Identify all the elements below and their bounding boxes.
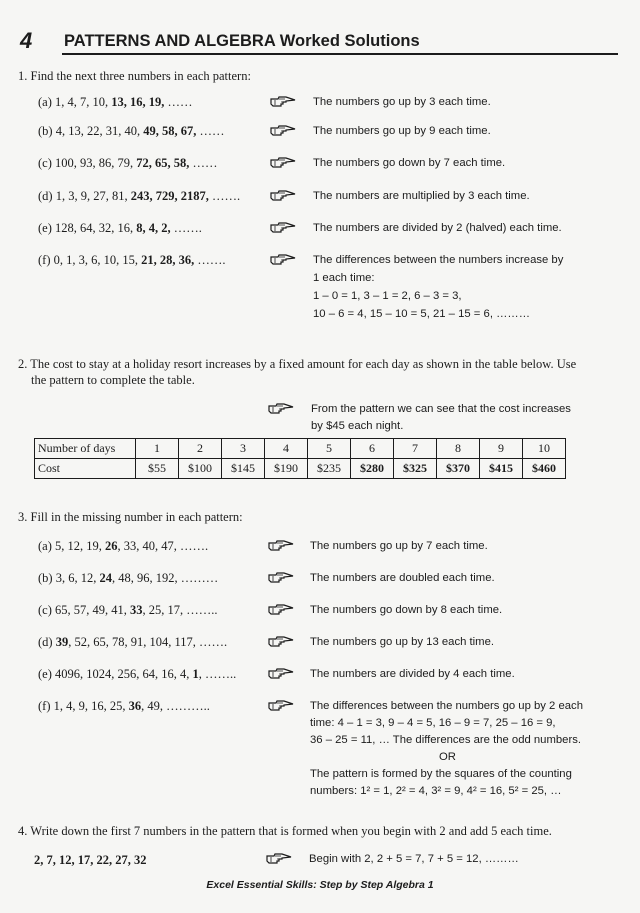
item-label: (d) xyxy=(38,635,53,649)
table-cell: $190 xyxy=(265,459,308,479)
pattern-pre: 65, 57, 49, 41, xyxy=(55,603,130,617)
pointing-hand-icon xyxy=(270,254,296,266)
explanation-line: time: 4 – 1 = 3, 9 – 4 = 5, 16 – 9 = 7, 25 – 16 = 9, xyxy=(310,717,556,729)
or-divider: OR xyxy=(439,751,456,763)
q2-prompt-line-2: the pattern to complete the table. xyxy=(31,373,195,387)
pattern-tail: …… xyxy=(196,124,225,138)
explanation-line: 1 – 0 = 1, 3 – 1 = 2, 6 – 3 = 3, xyxy=(313,290,462,302)
pointing-hand-icon xyxy=(270,125,296,137)
explanation-line: The pattern is formed by the squares of the counting xyxy=(310,768,572,780)
table-cell: 5 xyxy=(308,439,351,459)
pointing-hand-icon xyxy=(268,540,294,552)
pattern-question xyxy=(38,603,218,618)
pattern-question xyxy=(38,221,202,236)
item-label: (a) xyxy=(38,95,52,109)
pattern-given: 128, 64, 32, 16, xyxy=(55,221,137,235)
q2-prompt-line-1: 2. The cost to stay at a holiday resort increases by a fixed amount for each day as shown in the table below. Use xyxy=(18,357,577,371)
pattern-question xyxy=(38,189,240,204)
pattern-given: 0, 1, 3, 6, 10, 15, xyxy=(53,253,142,267)
pattern-question xyxy=(38,539,208,554)
explanation-line: The numbers go up by 3 each time. xyxy=(313,96,491,108)
explanation-line: The numbers go down by 8 each time. xyxy=(310,604,503,616)
q4-answer: 2, 7, 12, 17, 22, 27, 32 xyxy=(34,853,147,867)
pattern-question xyxy=(38,156,218,171)
pattern-given: 1, 4, 7, 10, xyxy=(55,95,112,109)
table-cell-answer: $370 xyxy=(437,459,480,479)
q4-prompt: 4. Write down the first 7 numbers in the pattern that is formed when you begin with 2 and add 5 each time. xyxy=(18,824,552,838)
pattern-post: , 25, 17, …….. xyxy=(142,603,218,617)
pattern-question xyxy=(38,635,227,650)
explanation-line: The differences between the numbers go up by 2 each xyxy=(310,700,583,712)
table-cell: $235 xyxy=(308,459,351,479)
cost-table xyxy=(34,438,566,479)
explanation-line: The numbers are doubled each time. xyxy=(310,572,495,584)
pattern-tail: ……. xyxy=(170,221,202,235)
explanation-line: The numbers are divided by 2 (halved) each time. xyxy=(313,222,562,234)
table-cell: 2 xyxy=(179,439,222,459)
pattern-tail: ……. xyxy=(208,189,241,203)
header-rule xyxy=(62,53,618,55)
explanation-line: numbers: 1² = 1, 2² = 4, 3² = 9, 4² = 16, 5² = 25, … xyxy=(310,785,562,797)
item-label: (b) xyxy=(38,571,53,585)
table-cell: 7 xyxy=(394,439,437,459)
item-label: (c) xyxy=(38,156,52,170)
table-row-days xyxy=(35,439,566,459)
page-title: PATTERNS AND ALGEBRA Worked Solutions xyxy=(64,32,420,50)
pattern-answer: 21, 28, 36, xyxy=(141,253,195,267)
pattern-pre: 1, 4, 9, 16, 25, xyxy=(53,699,129,713)
item-label: (a) xyxy=(38,539,52,553)
table-cell-answer: $460 xyxy=(523,459,566,479)
pointing-hand-icon xyxy=(270,157,296,169)
item-label: (e) xyxy=(38,221,52,235)
pointing-hand-icon xyxy=(268,572,294,584)
item-label: (f) xyxy=(38,253,51,267)
pointing-hand-icon xyxy=(268,604,294,616)
q1-prompt: 1. Find the next three numbers in each pattern: xyxy=(18,69,251,83)
pattern-tail: …… xyxy=(189,156,218,170)
explanation-line: The numbers go up by 7 each time. xyxy=(310,540,488,552)
table-cell: 6 xyxy=(351,439,394,459)
explanation-line: The numbers are multiplied by 3 each time. xyxy=(313,190,530,202)
pattern-question xyxy=(38,699,210,714)
table-cell: 1 xyxy=(136,439,179,459)
pattern-answer: 49, 58, 67, xyxy=(143,124,197,138)
table-cell-answer: $280 xyxy=(351,459,394,479)
pattern-question xyxy=(38,95,193,110)
pointing-hand-icon xyxy=(268,636,294,648)
table-row-label: Number of days xyxy=(35,439,136,459)
pattern-question xyxy=(38,253,226,268)
pattern-given: 1, 3, 9, 27, 81, xyxy=(55,189,131,203)
pattern-answer: 36 xyxy=(128,699,142,713)
pattern-post: , …….. xyxy=(198,667,237,681)
item-label: (f) xyxy=(38,699,51,713)
table-row-label: Cost xyxy=(35,459,136,479)
q2-explanation-line-1: From the pattern we can see that the cost increases xyxy=(311,403,571,415)
item-label: (e) xyxy=(38,667,52,681)
table-cell-answer: $325 xyxy=(394,459,437,479)
pointing-hand-icon xyxy=(268,700,294,712)
table-cell: 8 xyxy=(437,439,480,459)
pattern-post: , 33, 40, 47, ……. xyxy=(117,539,209,553)
pattern-answer: 8, 4, 2, xyxy=(136,221,171,235)
table-cell: 3 xyxy=(222,439,265,459)
pattern-tail: …… xyxy=(164,95,193,109)
pattern-question xyxy=(38,124,224,139)
pointing-hand-icon xyxy=(270,190,296,202)
pattern-tail: ……. xyxy=(194,253,226,267)
q3-prompt: 3. Fill in the missing number in each pattern: xyxy=(18,510,243,524)
q4-explanation: Begin with 2, 2 + 5 = 7, 7 + 5 = 12, ……… xyxy=(309,853,519,865)
table-cell: 10 xyxy=(523,439,566,459)
pointing-hand-icon xyxy=(270,222,296,234)
pattern-answer: 24 xyxy=(99,571,112,585)
explanation-line: The numbers are divided by 4 each time. xyxy=(310,668,515,680)
explanation-line: The numbers go up by 13 each time. xyxy=(310,636,494,648)
q2-explanation-line-2: by $45 each night. xyxy=(311,420,404,432)
explanation-line: The numbers go down by 7 each time. xyxy=(313,157,506,169)
pattern-answer: 1 xyxy=(192,667,199,681)
pattern-answer: 26 xyxy=(105,539,118,553)
explanation-line: The numbers go up by 9 each time. xyxy=(313,125,491,137)
pointing-hand-icon xyxy=(266,853,292,865)
pointing-hand-icon xyxy=(268,403,294,415)
explanation-line: 1 each time: xyxy=(313,272,375,284)
pattern-answer: 72, 65, 58, xyxy=(136,156,190,170)
explanation-line: 10 – 6 = 4, 15 – 10 = 5, 21 – 15 = 6, ……… xyxy=(313,308,530,320)
pointing-hand-icon xyxy=(268,668,294,680)
item-label: (c) xyxy=(38,603,52,617)
pattern-question xyxy=(38,667,236,682)
table-cell: 9 xyxy=(480,439,523,459)
table-cell: 4 xyxy=(265,439,308,459)
table-cell: $145 xyxy=(222,459,265,479)
explanation-line: The differences between the numbers increase by xyxy=(313,254,564,266)
table-row-cost xyxy=(35,459,566,479)
page-footer: Excel Essential Skills: Step by Step Algebra 1 xyxy=(206,879,434,891)
pattern-given: 100, 93, 86, 79, xyxy=(55,156,137,170)
pointing-hand-icon xyxy=(270,96,296,108)
table-cell: $55 xyxy=(136,459,179,479)
pattern-pre: 5, 12, 19, xyxy=(55,539,105,553)
pattern-post: , 52, 65, 78, 91, 104, 117, ……. xyxy=(68,635,228,649)
pattern-answer: 39 xyxy=(55,635,69,649)
pattern-answer: 13, 16, 19, xyxy=(111,95,165,109)
pattern-question xyxy=(38,571,218,586)
explanation-line: 36 – 25 = 11, … The differences are the odd numbers. xyxy=(310,734,581,746)
pattern-post: , 48, 96, 192, ……… xyxy=(111,571,219,585)
pattern-post: , 49, ……….. xyxy=(141,699,210,713)
table-cell-answer: $415 xyxy=(480,459,523,479)
item-label: (b) xyxy=(38,124,53,138)
pattern-answer: 243, 729, 2187, xyxy=(130,189,209,203)
chapter-number: 4 xyxy=(20,28,33,53)
pattern-answer: 33 xyxy=(130,603,143,617)
pattern-given: 4, 13, 22, 31, 40, xyxy=(55,124,144,138)
table-cell: $100 xyxy=(179,459,222,479)
item-label: (d) xyxy=(38,189,53,203)
pattern-pre: 4096, 1024, 256, 64, 16, 4, xyxy=(55,667,193,681)
pattern-pre: 3, 6, 12, xyxy=(55,571,100,585)
